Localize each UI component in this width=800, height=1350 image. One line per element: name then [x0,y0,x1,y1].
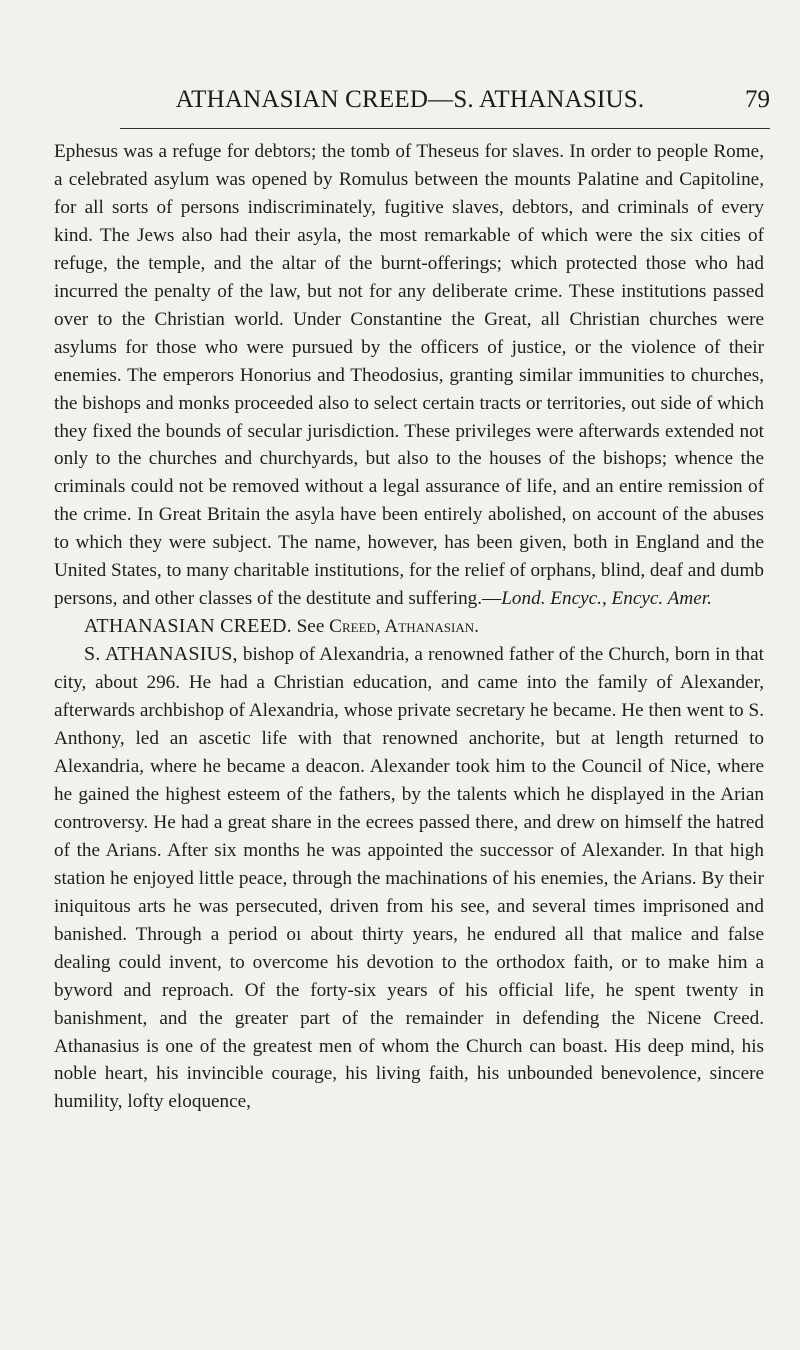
see-label: See [296,616,325,638]
cross-reference: Creed, Athanasian. [329,616,479,638]
asylum-sources: Lond. Encyc., Encyc. Amer. [501,588,712,610]
athanasius-text: bishop of Alexandria, a renowned father of the Church, born in that city, about 296. He had a Christian education, and came into the family of Alexander, afterwards archbishop of Alexandria, whose private secretary he became. He then went to S. Anthony, led an ascetic life with that renowned anchorite, but at length returned to Alexandria, where he became a deacon. Alexander took him to the Council of Nice, where he gained the highest esteem of the fathers, by the talents which he displayed in the Arian controversy. He had a great share in the ecrees passed there, and drew on himself the hatred of the Arians. After six months he was appointed the successor of Alexander. In that high station he enjoyed little peace, through the machinations of his enemies, the Arians. By their iniquitous arts he was persecuted, driven from his see, and several times imprisoned and banished. Through a period oı about thirty years, he endured all that malice and false dealing could invent, to overcome his devotion to the orthodox faith, or to make him a byword and reproach. Of the forty-six years of his official life, he spent twenty in banishment, and the greater part of the remainder in defending the Nicene Creed. Athanasius is one of the greatest men of whom the Church can boast. His deep mind, his noble heart, his invincible courage, his living faith, his unbounded benevolence, sincere humility, lofty eloquence, [54,644,764,1113]
asylum-paragraph [54,138,764,613]
running-head-title: ATHANASIAN CREED—S. ATHANASIUS. [175,86,645,113]
athanasian-creed-headword: ATHANASIAN CREED. [84,615,292,638]
athanasius-entry [54,641,764,1116]
running-head [110,86,770,116]
body-text [54,138,764,1116]
athanasian-creed-entry [54,613,764,641]
asylum-text: Ephesus was a refuge for debtors; the tomb of Theseus for slaves. In order to people Rome, a celebrated asylum was opened by Romulus between the mounts Palatine and Capitoline, for all sorts of persons indiscriminately, fugitive slaves, debtors, and criminals of every kind. The Jews also had their asyla, the most remarkable of which were the six cities of refuge, the temple, and the altar of the burnt-offerings; which protected those who had incurred the penalty of the law, but not for any deliberate crime. These institutions passed over to the Christian world. Under Constantine the Great, all Christian churches were asylums for those who were pursued by the officers of justice, or the violence of their enemies. The emperors Honorius and Theodosius, granting similar immunities to churches, the bishops and monks proceeded also to select certain tracts or territories, out side of which they fixed the bounds of secular jurisdiction. These privileges were afterwards extended not only to the churches and churchyards, but also to the houses of the bishops; whence the criminals could not be removed without a legal assurance of life, and an entire remission of the crime. In Great Britain the asyla have been entirely abolished, on account of the abuses to which they were subject. The name, however, has been given, both in England and the United States, to many charitable institutions, for the relief of orphans, blind, deaf and dumb persons, and other classes of the destitute and suffering.— [54,141,764,610]
athanasius-headword: S. ATHANASIUS, [84,643,238,666]
page-number: 79 [745,86,770,113]
header-rule [120,128,770,129]
